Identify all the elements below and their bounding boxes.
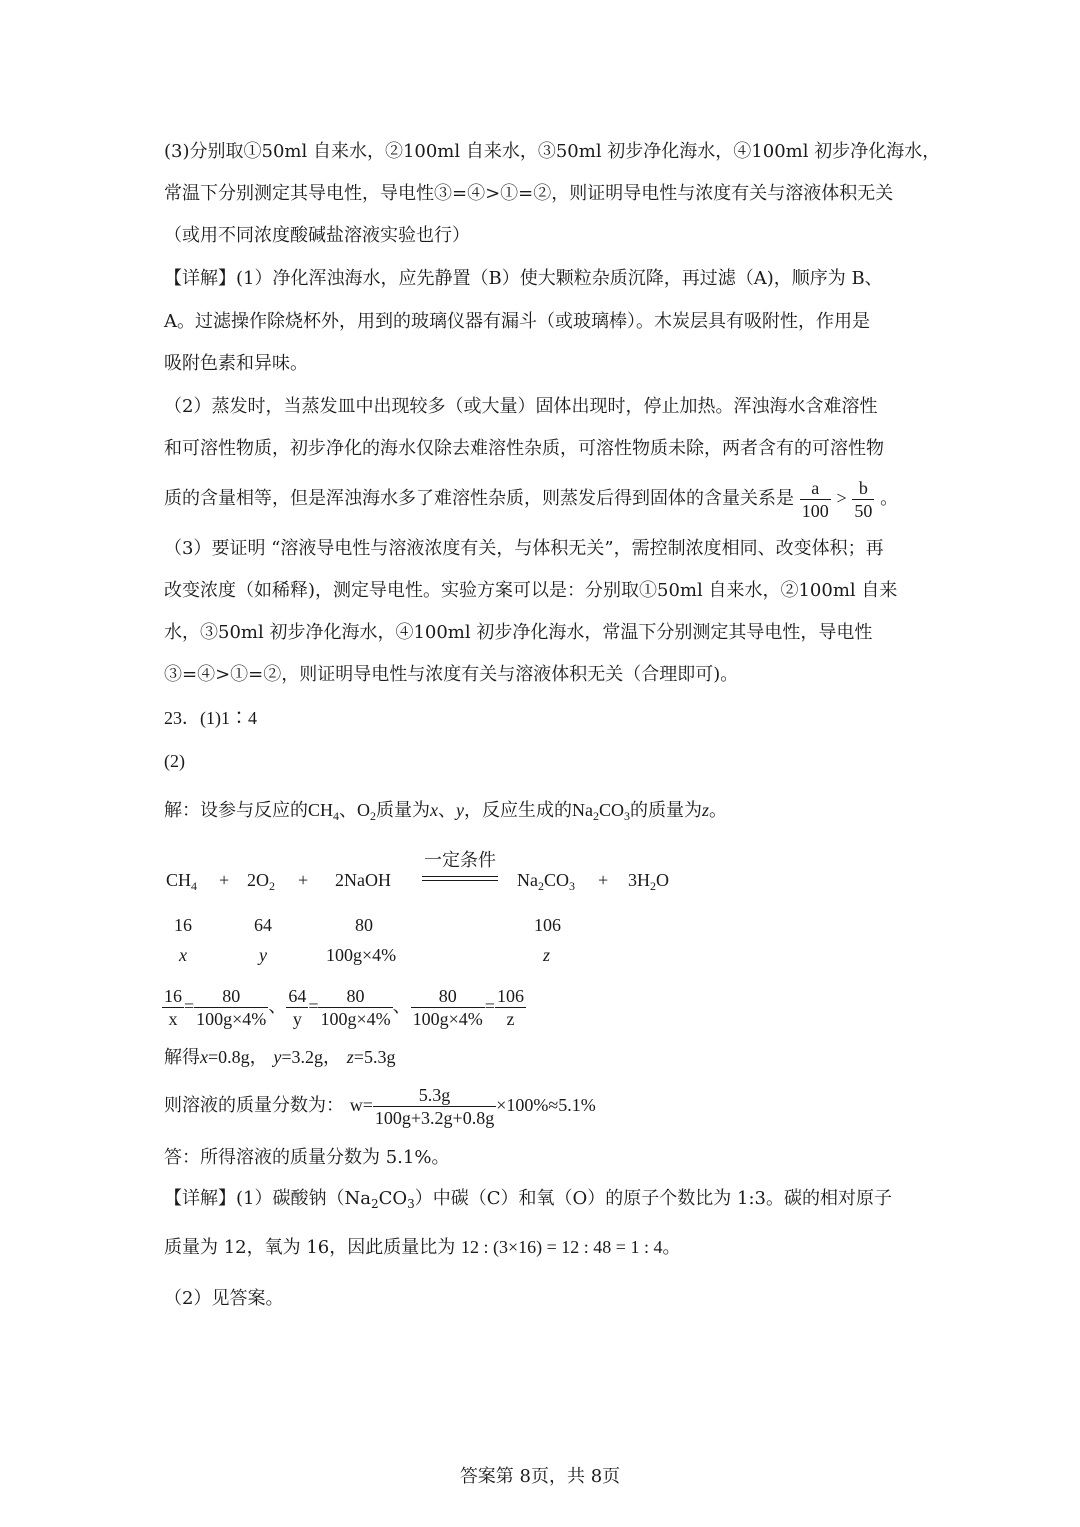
variable-z: z xyxy=(702,800,710,820)
fraction-a-over-100 xyxy=(800,477,831,522)
na2co3-formula: $Na_2CO_3$ xyxy=(572,800,631,823)
product-na2co3: $Na_2CO_3$ xyxy=(517,870,576,893)
separator: 、 xyxy=(268,996,287,1016)
final-answer: 答：所得溶液的质量分数为 5.1%。 xyxy=(164,1147,450,1168)
equals-bar-bottom xyxy=(422,880,498,881)
ratio-fraction: $\frac{80}{100g\times 4\%}$ xyxy=(412,986,483,1030)
detail-line: A。过滤操作除烧杯外，用到的玻璃仪器有漏斗（或玻璃棒）。木炭层具有吸附性，作用是 xyxy=(164,311,870,332)
setup-text: ，反应生成的 xyxy=(464,800,573,821)
equals-sign: = xyxy=(308,996,319,1016)
q23-part1: 23．(1)1∶4 xyxy=(164,708,257,728)
unknown-y: y xyxy=(259,945,267,965)
unknown-x: x xyxy=(179,945,187,965)
o2-formula: $O_2$ xyxy=(357,800,377,823)
mass-o2: 64 xyxy=(254,915,272,935)
answer-line: （或用不同浓度酸碱盐溶液实验也行） xyxy=(164,225,470,246)
equals-bar-top xyxy=(422,876,498,877)
condition-text: 一定条件 xyxy=(424,850,496,871)
ratio-fraction: $\frac{64}{y}$ xyxy=(288,986,307,1030)
reactant-naoh: 2NaOH xyxy=(335,870,391,890)
y-value: =3.2g， xyxy=(281,1047,342,1067)
greater-than-sign: > xyxy=(836,488,847,508)
unknown-z: z xyxy=(543,945,551,965)
solution-values xyxy=(164,1045,395,1070)
fraction-numerator: b xyxy=(858,477,868,498)
product-h2o: $3H_2O$ xyxy=(628,870,669,893)
separator: 、 xyxy=(339,800,358,821)
detail-line: 【详解】(1）净化浑浊海水，应先静置（B）使大颗粒杂质沉降，再过滤（A)，顺序为 B、 xyxy=(164,268,883,289)
solved-label: 解得 xyxy=(164,1047,200,1068)
x-value: =0.8g， xyxy=(208,1047,268,1067)
ratio-fraction: $\frac{80}{100g\times 4\%}$ xyxy=(196,986,267,1030)
setup-text: 质量为 xyxy=(376,800,431,821)
reactant-o2: $2O_2$ xyxy=(247,870,275,893)
detail-line: 水，③50ml 初步净化海水，④100ml 初步净化海水，常温下分别测定其导电性，导电性 xyxy=(164,622,873,643)
fraction-b-over-50 xyxy=(852,477,874,522)
period: 。 xyxy=(709,800,728,821)
detail-line: （2）蒸发时，当蒸发皿中出现较多（或大量）固体出现时，停止加热。浑浊海水含难溶性 xyxy=(164,396,878,417)
detail-line: 改变浓度（如稀释)，测定导电性。实验方案可以是：分别取①50ml 自来水，②100ml 自来 xyxy=(164,580,898,601)
reactant-ch4: $CH_4$ xyxy=(166,870,198,893)
separator: 、 xyxy=(392,996,411,1016)
ratio-fraction: $\frac{80}{100g\times 4\%}$ xyxy=(320,986,391,1030)
ratio-fraction: $\frac{16}{x}$ xyxy=(164,986,182,1030)
detail-line: 【详解】(1）碳酸钠$(Na_2CO_3)$中碳（C）和氧（O）的原子个数比为 1:3。碳的相对原子 xyxy=(164,1188,892,1211)
q23-part2-label: (2) xyxy=(164,751,185,771)
plus-sign: + xyxy=(219,870,230,890)
fraction-denominator: 50 xyxy=(854,500,873,521)
plus-sign: + xyxy=(298,870,309,890)
w-prefix: w= xyxy=(349,1095,373,1115)
variable-y: y xyxy=(273,1047,282,1067)
ratio-fraction: $\frac{106}{z}$ xyxy=(496,986,524,1030)
answer-line: 常温下分别测定其导电性，导电性③=④>①=②，则证明导电性与浓度有关与溶液体积无关 xyxy=(164,183,894,204)
variable-z: z xyxy=(346,1047,354,1067)
fraction-numerator: a xyxy=(811,477,820,498)
plus-sign: + xyxy=(598,870,609,890)
mass-ratio-expression: 12 : (3×16) = 12 : 48 = 1 : 4 xyxy=(461,1237,663,1257)
fraction-denominator: 100 xyxy=(801,500,829,521)
detail-line: 吸附色素和异味。 xyxy=(164,353,308,374)
detail-line xyxy=(164,1235,680,1260)
detail-line-with-fraction xyxy=(164,476,898,522)
detail-line: 和可溶性物质，初步净化的海水仅除去难溶性杂质，可溶性物质未除，两者含有的可溶性物 xyxy=(164,438,884,459)
equals-sign: = xyxy=(184,996,195,1016)
proportion-equations xyxy=(162,984,526,1030)
mass-na2co3: 106 xyxy=(534,915,561,935)
z-value: =5.3g xyxy=(353,1047,396,1067)
setup-text: 的质量为 xyxy=(630,800,703,821)
separator: 、 xyxy=(438,800,457,821)
detail-line: ③=④>①=②，则证明导电性与浓度有关与溶液体积无关（合理即可)。 xyxy=(164,664,739,685)
setup-text: 解：设参与反应的 xyxy=(164,800,308,821)
detail-line: （2）见答案。 xyxy=(164,1288,284,1309)
equals-sign: = xyxy=(484,996,495,1016)
detail-text: 质的含量相等，但是浑浊海水多了难溶性杂质，则蒸发后得到固体的含量关系是 xyxy=(164,488,794,509)
period: 。 xyxy=(662,1237,681,1258)
detail-line: （3）要证明 “溶液导电性与溶液浓度有关，与体积无关”，需控制浓度相同、改变体积；再 xyxy=(164,538,884,559)
mass-fraction-formula xyxy=(164,1082,596,1129)
reaction-condition xyxy=(422,850,498,872)
period: 。 xyxy=(880,488,899,509)
page-footer: 答案第 8页，共 8页 xyxy=(459,1466,621,1487)
q23-setup xyxy=(164,798,727,823)
naoh-actual-mass: 100g×4% xyxy=(326,945,397,965)
mass-fraction: $\frac{5.3g}{100g+3.2g+0.8g}$ xyxy=(374,1084,495,1128)
variable-y: y xyxy=(456,800,465,820)
w-suffix: ×100%≈5.1% xyxy=(496,1095,596,1115)
answer-line: (3)分别取①50ml 自来水，②100ml 自来水，③50ml 初步净化海水，④100ml 初步净化海水， xyxy=(164,141,941,162)
detail-text: 质量为 12，氧为 16，因此质量比为 xyxy=(164,1237,456,1258)
variable-x: x xyxy=(430,800,439,820)
formula-label: 则溶液的质量分数为： xyxy=(164,1095,344,1116)
mass-ch4: 16 xyxy=(174,915,192,935)
variable-x: x xyxy=(200,1047,208,1067)
mass-naoh: 80 xyxy=(355,915,373,935)
ch4-formula: $CH_4$ xyxy=(308,800,340,823)
